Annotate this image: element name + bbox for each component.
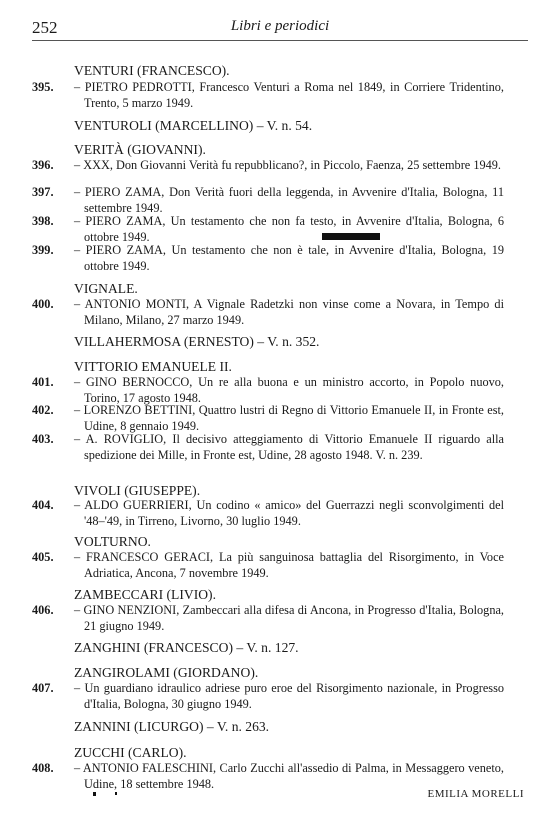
entry-number: 395. xyxy=(32,80,54,94)
page-number: 252 xyxy=(32,18,58,37)
entry-text: – ALDO GUERRIERI, Un codino « amico» del Guerrazzi negli sconvolgimenti del '48–'49, in Tirreno, Livorno, 30 luglio 1949. xyxy=(74,498,504,528)
subject-heading: VOLTURNO. xyxy=(74,534,151,549)
bibliography-entry xyxy=(32,213,504,245)
entry-text: – PIETRO PEDROTTI, Francesco Venturi a Roma nel 1849, in Corriere Tridentino, Trento, 5 marzo 1949. xyxy=(74,80,504,110)
bibliography-entry xyxy=(32,497,504,529)
entry-number: 404. xyxy=(32,498,54,512)
subject-heading: VITTORIO EMANUELE II. xyxy=(74,359,232,374)
entry-number: 397. xyxy=(32,185,54,199)
entry-text: – ANTONIO FALESCHINI, Carlo Zucchi all'assedio di Palma, in Messaggero veneto, Udine, 18 settembre 1948. xyxy=(74,761,504,791)
bibliography-entry xyxy=(32,242,504,274)
entry-number: 401. xyxy=(32,375,54,389)
subject-heading: ZANGHINI (FRANCESCO) – V. n. 127. xyxy=(74,640,299,655)
entry-number: 396. xyxy=(32,158,54,172)
subject-heading: ZAMBECCARI (LIVIO). xyxy=(74,587,216,602)
bibliography-entry xyxy=(32,680,504,712)
subject-heading: ZANNINI (LICURGO) – V. n. 263. xyxy=(74,719,270,734)
entry-number: 406. xyxy=(32,603,54,617)
entry-text: – A. ROVIGLIO, Il decisivo atteggiamento di Vittorio Emanuele II riguardo alla spedizione dei Mille, in Fronte est, Udine, 28 agosto 1948. V. n. 239. xyxy=(74,432,504,462)
page-header xyxy=(32,18,528,41)
bibliography-entry xyxy=(32,602,504,634)
bibliography-entry xyxy=(32,79,504,111)
entry-number: 398. xyxy=(32,214,54,228)
subject-heading: VIVOLI (GIUSEPPE). xyxy=(74,483,201,498)
entry-number: 399. xyxy=(32,243,54,257)
subject-heading: VENTUROLI (MARCELLINO) – V. n. 54. xyxy=(74,118,313,133)
entry-number: 405. xyxy=(32,550,54,564)
subject-heading: VILLAHERMOSA (ERNESTO) – V. n. 352. xyxy=(74,334,320,349)
entry-text: – GINO BERNOCCO, Un re alla buona e un ministro accorto, in Popolo nuovo, Torino, 17 agosto 1948. xyxy=(74,375,504,405)
entry-text: – PIERO ZAMA, Don Verità fuori della leggenda, in Avvenire d'Italia, Bologna, 11 settembre 1949. xyxy=(74,185,504,215)
subject-heading: ZANGIROLAMI (GIORDANO). xyxy=(74,665,259,680)
entry-number: 408. xyxy=(32,761,54,775)
ink-blot xyxy=(322,233,380,240)
subject-heading: VERITÀ (GIOVANNI). xyxy=(74,142,206,157)
entry-text: – PIERO ZAMA, Un testamento che non fa testo, in Avvenire d'Italia, Bologna, 6 ottobre 1949. xyxy=(74,214,504,244)
entry-text: – GINO NENZIONI, Zambeccari alla difesa di Ancona, in Progresso d'Italia, Bologna, 21 giugno 1949. xyxy=(74,603,504,633)
bibliography-entry xyxy=(32,157,504,173)
entry-text: – LORENZO BETTINI, Quattro lustri di Regno di Vittorio Emanuele II, in Fronte est, Udine, 8 gennaio 1949. xyxy=(74,403,504,433)
entry-number: 400. xyxy=(32,297,54,311)
entry-number: 403. xyxy=(32,432,54,446)
entry-text: – Un guardiano idraulico adriese puro eroe del Risorgimento nazionale, in Progresso d'Italia, Bologna, 30 giugno 1949. xyxy=(74,681,504,711)
bibliography-entry xyxy=(32,549,504,581)
bibliography-entry xyxy=(32,184,504,216)
entry-text: – FRANCESCO GERACI, La più sanguinosa battaglia del Risorgimento, in Voce Adriatica, Ancona, 7 novembre 1949. xyxy=(74,550,504,580)
entry-number: 407. xyxy=(32,681,54,695)
bibliography-entry xyxy=(32,402,504,434)
entry-text: – PIERO ZAMA, Un testamento che non è tale, in Avvenire d'Italia, Bologna, 19 ottobre 1949. xyxy=(74,243,504,273)
subject-heading: ZUCCHI (CARLO). xyxy=(74,745,187,760)
entry-number: 402. xyxy=(32,403,54,417)
subject-heading: VENTURI (FRANCESCO). xyxy=(74,63,230,78)
subject-heading: VIGNALE. xyxy=(74,281,138,296)
author-signature: EMILIA MORELLI xyxy=(427,788,524,800)
entry-text: – ANTONIO MONTI, A Vignale Radetzki non vinse come a Novara, in Tempo di Milano, Milano, 27 marzo 1949. xyxy=(74,297,504,327)
ink-speck xyxy=(115,792,117,795)
bibliography-entry xyxy=(32,296,504,328)
running-title: Libri e periodici xyxy=(230,18,330,34)
bibliography-entry xyxy=(32,431,504,463)
ink-speck xyxy=(93,792,96,796)
entry-text: – XXX, Don Giovanni Verità fu repubblicano?, in Piccolo, Faenza, 25 settembre 1949. xyxy=(74,158,501,172)
